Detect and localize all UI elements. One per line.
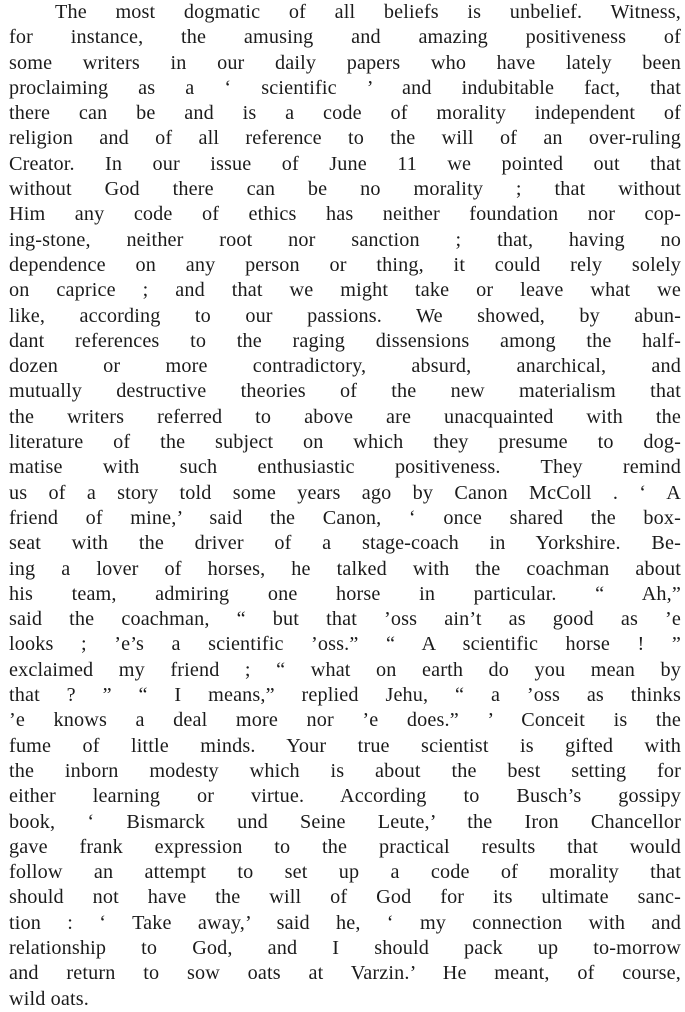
text-line: like, according to our passions. We showed, by abun- xyxy=(9,304,681,327)
text-line: on caprice ; and that we might take or leave what we xyxy=(9,279,681,302)
text-line: follow an attempt to set up a code of morality that xyxy=(9,861,681,884)
text-line: dependence on any person or thing, it could rely solely xyxy=(9,253,681,276)
text-line: ’e knows a deal more nor ’e does.” ’ Conceit is the xyxy=(9,709,681,732)
text-line: proclaiming as a ‘ scientific ’ and indubitable fact, that xyxy=(9,76,681,99)
text-line: relationship to God, and I should pack up to-morrow xyxy=(9,936,681,959)
text-line: dozen or more contradictory, absurd, anarchical, and xyxy=(9,355,681,378)
text-line: exclaimed my friend ; “ what on earth do you mean by xyxy=(9,658,681,681)
text-line: and return to sow oats at Varzin.’ He meant, of course, xyxy=(9,962,681,985)
text-line: either learning or virtue. According to Busch’s gossipy xyxy=(9,785,681,808)
text-line: for instance, the amusing and amazing positiveness of xyxy=(9,26,681,49)
text-line: looks ; ’e’s a scientific ’oss.” “ A scientific horse ! ” xyxy=(9,633,681,656)
text-line: matise with such enthusiastic positiveness. They remind xyxy=(9,456,681,479)
text-line: book, ‘ Bismarck und Seine Leute,’ the Iron Chancellor xyxy=(9,810,681,833)
text-line: the writers referred to above are unacquainted with the xyxy=(9,405,681,428)
text-line: gave frank expression to the practical results that would xyxy=(9,835,681,858)
text-line: there can be and is a code of morality independent of xyxy=(9,102,681,125)
text-line: that ? ” “ I means,” replied Jehu, “ a ’oss as thinks xyxy=(9,684,681,707)
text-line: literature of the subject on which they presume to dog- xyxy=(9,431,681,454)
text-line: wild oats. xyxy=(9,987,90,1010)
text-line: without God there can be no morality ; that without xyxy=(9,178,681,201)
text-line: Creator. In our issue of June 11 we pointed out that xyxy=(9,152,681,175)
text-line: mutually destructive theories of the new materialism that xyxy=(9,380,681,403)
text-line: Him any code of ethics has neither foundation nor cop- xyxy=(9,203,681,226)
text-line: friend of mine,’ said the Canon, ‘ once shared the box- xyxy=(9,506,681,529)
text-line: seat with the driver of a stage-coach in Yorkshire. Be- xyxy=(9,532,681,555)
text-line: should not have the will of God for its ultimate sanc- xyxy=(9,886,681,909)
text-line: the inborn modesty which is about the best setting for xyxy=(9,759,681,782)
text-line: religion and of all reference to the will of an over-ruling xyxy=(9,127,681,150)
text-line: The most dogmatic of all beliefs is unbelief. Witness, xyxy=(55,1,681,23)
text-line: some writers in our daily papers who have lately been xyxy=(9,51,681,74)
text-line: ing a lover of horses, he talked with the coachman about xyxy=(9,557,681,580)
text-line: said the coachman, “ but that ’oss ain’t as good as ’e xyxy=(9,608,681,631)
text-line: fume of little minds. Your true scientist is gifted with xyxy=(9,734,681,757)
text-line: us of a story told some years ago by Canon McColl . ‘ A xyxy=(9,481,681,504)
text-line: tion : ‘ Take away,’ said he, ‘ my connection with and xyxy=(9,911,681,934)
text-line: dant references to the raging dissensions among the half- xyxy=(9,329,681,352)
text-line: ing-stone, neither root nor sanction ; that, having no xyxy=(9,228,681,251)
text-line: his team, admiring one horse in particular. “ Ah,” xyxy=(9,582,681,605)
